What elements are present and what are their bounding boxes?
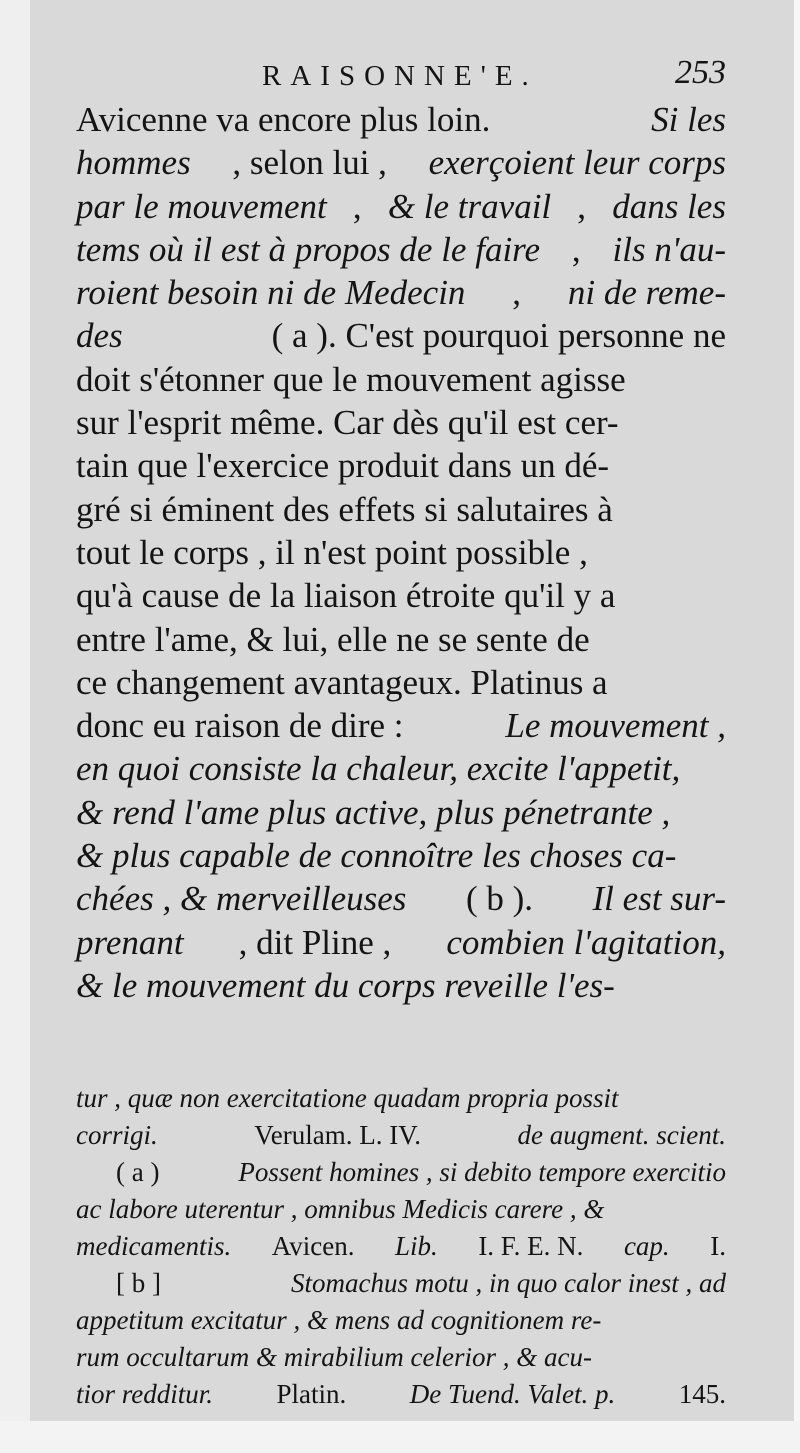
text-segment: gré si éminent des effets si salutaires à (76, 489, 613, 529)
text-line (76, 574, 726, 617)
footnote-segment: appetitum excitatur , & mens ad cognitionem re- (76, 1305, 602, 1335)
text-line (76, 661, 726, 704)
footnote-segment: [ b ] (116, 1268, 161, 1298)
footnote-line (76, 1339, 726, 1376)
text-segment: & plus capable de connoître les choses ca- (76, 836, 677, 876)
text-line (76, 185, 726, 228)
text-segment: ni de reme- (567, 273, 726, 313)
footnote-segment: Stomachus motu , in quo calor inest , ad (291, 1268, 726, 1298)
footnote-segment: Platin. (276, 1379, 347, 1409)
text-segment: , dit Pline , (238, 922, 392, 962)
text-segment: Si les (651, 100, 726, 139)
text-line (76, 791, 726, 834)
text-segment: donc eu raison de dire : (76, 706, 404, 746)
page-number: 253 (675, 54, 726, 91)
text-segment: tout le corps , il n'est point possible , (76, 532, 588, 572)
text-segment: dans les (612, 186, 726, 226)
text-segment: , selon lui , (232, 143, 387, 183)
text-segment: , (512, 273, 522, 313)
text-line (76, 531, 726, 574)
text-segment: combien l'agitation, (446, 922, 726, 962)
text-segment: hommes (76, 143, 191, 183)
text-line (76, 747, 726, 790)
text-line (76, 314, 726, 357)
footnote-line (76, 1191, 726, 1228)
footnote-segment: Avicen. (271, 1231, 355, 1261)
text-segment: & le travail (387, 186, 552, 226)
text-line (76, 358, 726, 401)
text-segment: Il est sur- (592, 879, 726, 919)
page-margin-right (794, 0, 800, 1453)
page-header (76, 54, 726, 100)
text-segment: tems où il est à propos de le faire (76, 229, 541, 269)
text-segment: ce changement avantageux. Platinus a (76, 662, 608, 702)
text-segment: tain que l'exercice produit dans un dé- (76, 446, 610, 486)
footnote-line (76, 1080, 726, 1117)
text-segment: entre l'ame, & lui, elle ne se sente de (76, 619, 590, 659)
text-line (76, 401, 726, 444)
text-line (76, 964, 726, 1007)
text-segment: & rend l'ame plus active, plus pénetrante , (76, 792, 671, 832)
text-line (76, 618, 726, 661)
footnote-segment: de augment. scient. (517, 1120, 726, 1150)
footnote-line (76, 1302, 726, 1339)
text-segment: , (577, 186, 587, 226)
text-segment: , (352, 186, 362, 226)
footnotes (76, 1080, 726, 1413)
text-segment: Le mouvement , (505, 706, 726, 746)
footnote-line (76, 1154, 726, 1191)
footnote-segment: 145. (678, 1379, 726, 1409)
footnote-segment: I. F. E. N. (478, 1231, 584, 1261)
text-line (76, 444, 726, 487)
text-line (76, 834, 726, 877)
footnote-segment: De Tuend. Valet. p. (409, 1379, 616, 1409)
text-segment: Avicenne va encore plus loin. (76, 100, 491, 139)
text-segment: en quoi consiste la chaleur, excite l'appetit, (76, 749, 681, 789)
text-segment: ( b ). (465, 879, 534, 919)
footnote-segment: Lib. (395, 1231, 438, 1261)
text-segment: sur l'esprit même. Car dès qu'il est cer- (76, 403, 619, 443)
text-line (76, 921, 726, 964)
main-text (76, 98, 726, 1007)
footnote-line (76, 1117, 726, 1154)
footnote-segment: ( a ) (116, 1157, 160, 1187)
footnote-line (76, 1376, 726, 1413)
text-segment: exerçoient leur corps (428, 143, 726, 183)
page-margin-left (0, 0, 30, 1453)
text-segment: des (76, 316, 123, 356)
footnote-segment: corrigi. (76, 1120, 158, 1150)
footnote-segment: tur , quæ non exercitatione quadam propria possit (76, 1083, 619, 1113)
footnote-segment: Possent homines , si debito tempore exercitio (238, 1157, 726, 1187)
text-segment: roient besoin ni de Medecin (76, 273, 466, 313)
text-line (76, 98, 726, 141)
text-segment: prenant (76, 922, 184, 962)
text-line (76, 704, 726, 747)
footnote-line (76, 1228, 726, 1265)
footnote-segment: Verulam. L. IV. (254, 1120, 422, 1150)
text-line (76, 877, 726, 920)
text-line (76, 271, 726, 314)
text-segment: par le mouvement (76, 186, 327, 226)
running-head: RAISONNE'E. (262, 60, 538, 92)
text-segment: chées , & merveilleuses (76, 879, 407, 919)
text-line (76, 141, 726, 184)
text-segment: ( a ). C'est pourquoi personne ne (271, 316, 726, 356)
footnote-segment: tior redditur. (76, 1379, 214, 1409)
text-segment: & le mouvement du corps reveille l'es- (76, 965, 615, 1005)
text-segment: qu'à cause de la liaison étroite qu'il y a (76, 576, 616, 616)
text-line (76, 228, 726, 271)
footnote-segment: medicamentis. (76, 1231, 232, 1261)
text-line (76, 488, 726, 531)
text-segment: , (571, 229, 581, 269)
text-segment: ils n'au- (612, 229, 726, 269)
footnote-segment: I. (710, 1231, 726, 1261)
footnote-segment: ac labore uterentur , omnibus Medicis carere , & (76, 1194, 605, 1224)
page-margin-bottom (0, 1421, 800, 1453)
footnote-segment: rum occultarum & mirabilium celerior , & acu- (76, 1342, 592, 1372)
footnote-segment: cap. (623, 1231, 670, 1261)
footnote-line (76, 1265, 726, 1302)
text-segment: doit s'étonner que le mouvement agisse (76, 359, 626, 399)
